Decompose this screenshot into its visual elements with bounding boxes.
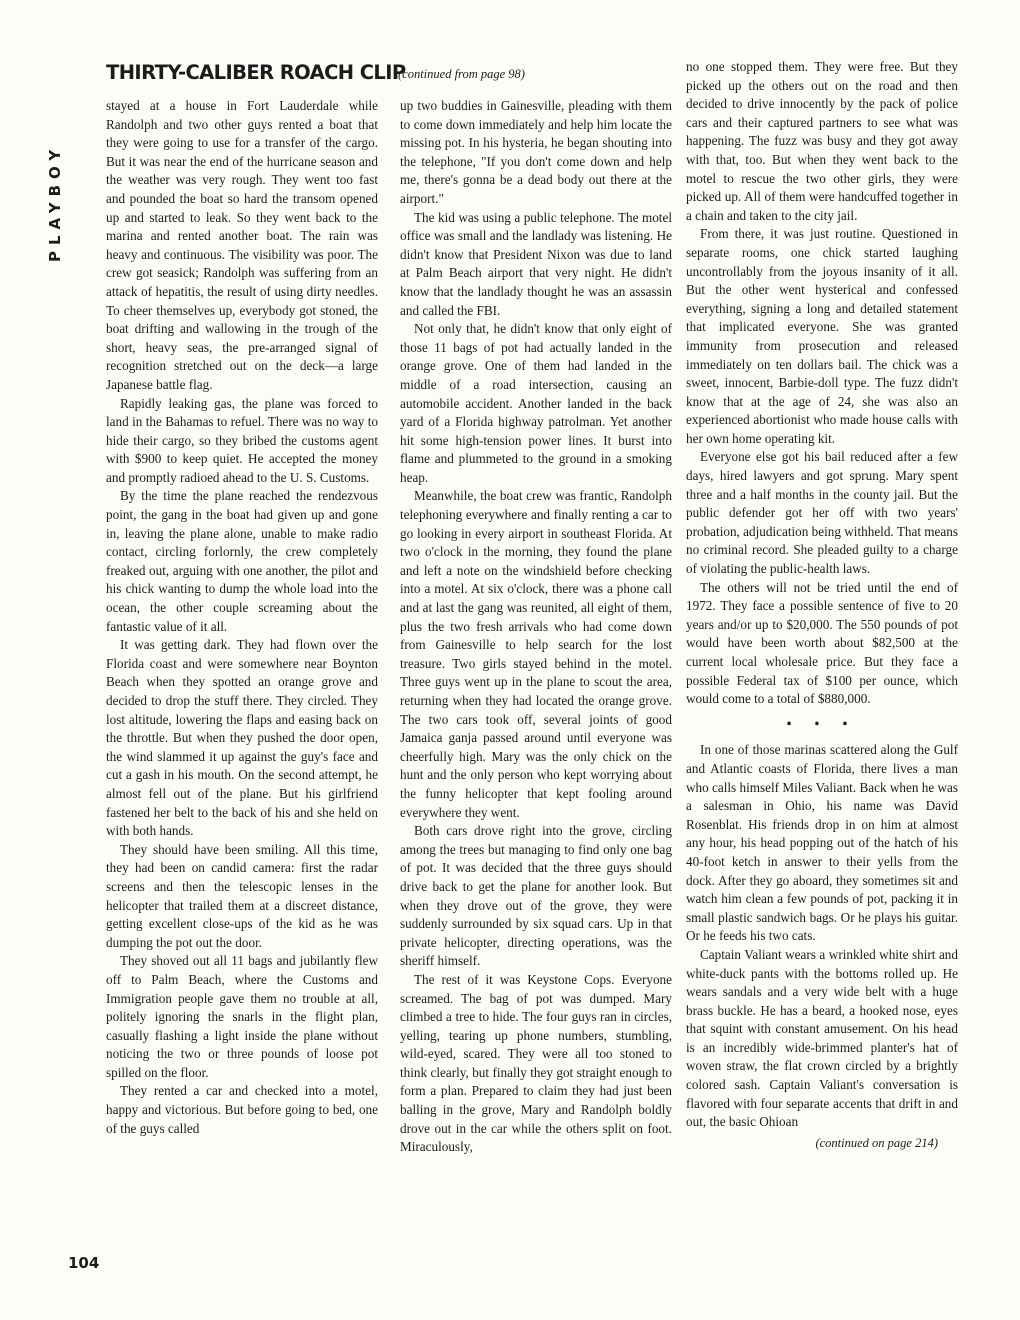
text-column-3 xyxy=(686,58,958,1280)
continued-from-note: (continued from page 98) xyxy=(398,67,525,81)
paragraph: They shoved out all 11 bags and jubilantly flew off to Palm Beach, where the Customs and Immigration people gave them no trouble at all, politely ignoring the snarls in the flight plan, casually flashing a light inside the plane without noticing the two or three pounds of loose pot spilled on the floor. xyxy=(106,953,378,1080)
paragraph: Meanwhile, the boat crew was frantic, Randolph telephoning everywhere and finally renting a car to go looking in every airport in southeast Florida. At two o'clock in the morning, they found the plane and left a note on the windshield before checking into a motel. At six o'clock, there was a phone call and at last the gang was reunited, all eight of them, plus the two fresh arrivals who had come down from Gainesville to help search for the lost treasure. Two girls stayed behind in the motel. Three guys went up in the plane to scout the area, returning when they had located the orange grove. The two cars took off, several joints of good Jamaica ganja passed around until everyone was cheerfully high. Mary was the only chick on the hunt and the only person who kept worrying about the funny helicopter that kept fooling around everywhere they went. xyxy=(400,488,672,820)
paragraph: Not only that, he didn't know that only eight of those 11 bags of pot had actually landed in the orange grove. One of them had landed in the middle of a road intersection, causing an automobile accident. Another landed in the back yard of a Florida highway patrolman. Yet another hit some high-tension power lines. It burst into flame and plummeted to the ground in a smoking heap. xyxy=(400,321,672,485)
paragraph: It was getting dark. They had flown over the Florida coast and were somewhere near Boynton Beach when they spotted an orange grove and decided to drop the stuff there. They circled. They lost altitude, lowering the flaps and easing back on the throttle. But when they pushed the door open, the wind slammed it up against the guy's face and cut a gash in his mouth. On the second attempt, he almost fell out of the plane. But his girlfriend fastened her belt to the back of his and she held on with both hands. xyxy=(106,637,378,839)
page-number: 104 xyxy=(68,1254,100,1272)
paragraph: By the time the plane reached the rendezvous point, the gang in the boat had given up and gone in, leaving the plane alone, unable to make radio contact, circling forlornly, the crew completely freaked out, arguing with one another, the pilot and his chick wanting to dump the whole load into the ocean, the other couple screaming about the fantastic value of it all. xyxy=(106,488,378,634)
paragraph: Rapidly leaking gas, the plane was forced to land in the Bahamas to refuel. There was no way to hide their cargo, so they bribed the customs agent with $900 to keep quiet. He accepted the money and promptly radioed ahead to the U. S. Customs. xyxy=(106,395,378,485)
paragraph: From there, it was just routine. Questioned in separate rooms, one chick started laughing uncontrollably from the joyous insanity of it all. But the other went hysterical and confessed everything, signing a long and detailed statement that implicated everyone. She was granted immunity from prosecution and released immediately on ten dollars bail. The chick was a sweet, innocent, Barbie-doll type. The fuzz didn't know that at the age of 24, she was also an experienced abortionist who made house calls with her own home operating kit. xyxy=(686,226,958,446)
article-title: THIRTY-CALIBER ROACH CLIP xyxy=(106,61,406,84)
paragraph: stayed at a house in Fort Lauderdale while Randolph and two other guys rented a boat that they were going to use for a transfer of the cargo. But it was near the end of the hurricane season and the weather was very rough. They went too fast and pounded the boat so hard the transom opened up and started to leak. So they went back to the marina and rented another boat. The rain was heavy and continuous. The visibility was poor. The crew got seasick; Randolph was suffering from an attack of hepatitis, the result of using dirty needles. To cheer themselves up, everybody got stoned, the boat drifting and wallowing in the trough of the short, heavy seas, the pre-arranged signal of recognition stretched out on the deck—a large Japanese battle flag. xyxy=(106,98,378,392)
section-break: • • • xyxy=(786,715,858,731)
text-column-1 xyxy=(106,97,378,1277)
paragraph: They rented a car and checked into a motel, happy and victorious. But before going to bed, one of the guys called xyxy=(106,1083,378,1136)
paragraph: In one of those marinas scattered along the Gulf and Atlantic coasts of Florida, there lives a man who calls himself Miles Valiant. Back when he was a salesman in Ohio, his name was David Rosenblat. His friends drop in on him at almost any hour, his head popping out of the hatch of his 40-foot ketch in answer to their yells from the dock. After they go aboard, they sometimes sit and watch him clean a few pounds of pot, packing it in small plastic sandwich bags. Or he plays his guitar. Or he feeds his two cats. xyxy=(686,742,958,944)
paragraph: The rest of it was Keystone Cops. Everyone screamed. The bag of pot was dumped. Mary climbed a tree to hide. The four guys ran in circles, yelling, tearing up phone numbers, stumbling, wild-eyed, scared. They were all too stoned to think clearly, but finally they got straight enough to form a plan. Prepared to claim they had just been balling in the grove, Mary and Randolph boldly drove out in the car while the others split on foot. Miraculously, xyxy=(400,971,672,1155)
running-head: PLAYBOY xyxy=(46,143,64,262)
paragraph: up two buddies in Gainesville, pleading with them to come down immediately and help him locate the missing pot. In his hysteria, he began shouting into the telephone, "If you don't come down and help me, there's gonna be a dead body out there at the airport." xyxy=(400,98,672,206)
paragraph: Captain Valiant wears a wrinkled white shirt and white-duck pants with the bottoms rolled up. He wears sandals and a very wide belt with a huge brass buckle. He has a beard, a hooked nose, eyes that squint with constant amusement. On his head is an incredibly wide-brimmed planter's hat of woven straw, the flat crown circled by a brightly colored sash. Captain Valiant's conversation is flavored with four separate accents that drift in and out, the basic Ohioan xyxy=(686,946,958,1130)
paragraph: Both cars drove right into the grove, circling among the trees but managing to find only one bag of pot. It was decided that the three guys should drive back to get the plane for another look. But when they drove out of the grove, they were suddenly surrounded by six squad cars. Up in that private helicopter, directing operations, was the sheriff himself. xyxy=(400,823,672,969)
paragraph: no one stopped them. They were free. But they picked up the others out on the road and then decided to drive innocently by the pack of police cars and their captured partners to see what was happening. The fuzz was busy and they got away with that, too. But when they went back to the motel to rescue the two other girls, they were picked up. All of them were handcuffed together in a chain and taken to the city jail. xyxy=(686,59,958,223)
paragraph: The kid was using a public telephone. The motel office was small and the landlady was listening. He didn't know that President Nixon was due to land at Palm Beach airport that very night. He didn't know that the landlady thought he was an assassin and called the FBI. xyxy=(400,209,672,318)
continued-on-note: (continued on page 214) xyxy=(815,1135,938,1150)
text-column-2 xyxy=(400,97,672,1277)
paragraph: Everyone else got his bail reduced after a few days, hired lawyers and got sprung. Mary spent three and a half months in the county jail. But the public defender got her off with two years' probation, adjudication being withheld. That means no criminal record. She pleaded guilty to a charge of violating the public-health laws. xyxy=(686,449,958,577)
paragraph: They should have been smiling. All this time, they had been on candid camera: first the radar screens and then the telescopic lenses in the helicopter that trailed them at a discreet distance, getting excellent close-ups of the kid as he was dumping the pot out the door. xyxy=(106,841,378,950)
paragraph: The others will not be tried until the end of 1972. They face a possible sentence of five to 20 years and/or up to $20,000. The 550 pounds of pot would have been worth about $82,500 at the current local wholesale price. But they face a possible Federal tax of $100 per ounce, which would come to a total of $880,000. xyxy=(686,579,958,707)
